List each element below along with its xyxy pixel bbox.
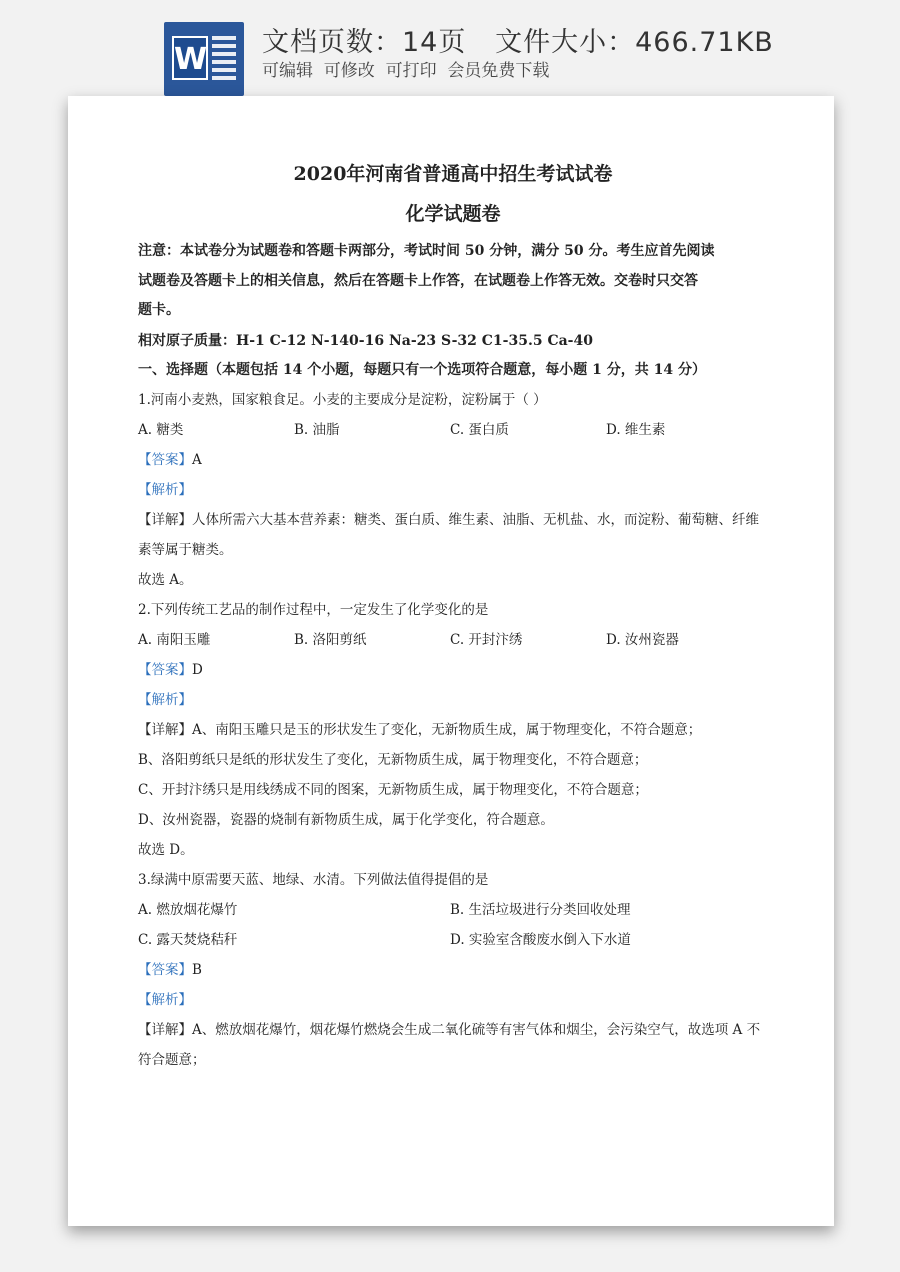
q1-detail-line: 【详解】人体所需六大基本营养素：糖类、蛋白质、维生素、油脂、无机盐、水，而淀粉、葡萄糖、纤维: [138, 512, 759, 528]
q2-option-c: C. 开封汴绣: [450, 632, 523, 648]
q3-option-d: D. 实验室含酸废水倒入下水道: [450, 932, 631, 948]
exam-title: 2020年河南省普通高中招生考试试卷: [293, 163, 613, 185]
q2-option-b: B. 洛阳剪纸: [294, 632, 367, 648]
question-1-stem: 1.河南小麦熟，国家粮食足。小麦的主要成分是淀粉，淀粉属于（ ）: [138, 392, 547, 408]
answer-tag: 【答案】: [138, 662, 192, 678]
notice-line: 试题卷及答题卡上的相关信息，然后在答题卡上作答，在试题卷上作答无效。交卷时只交答: [138, 273, 698, 289]
question-3-stem: 3.绿满中原需要天蓝、地绿、水清。下列做法值得提倡的是: [138, 872, 489, 888]
q1-option-a: A. 糖类: [138, 422, 184, 438]
section-heading: 一、选择题（本题包括 14 个小题，每题只有一个选项符合题意，每小题 1 分，共 14 分）: [138, 362, 706, 378]
atomic-mass-line: 相对原子质量：H-1 C-12 N-140-16 Na-23 S-32 C1-35.5 Ca-40: [138, 333, 593, 349]
download-banner: [0, 0, 900, 96]
q2-detail-line: 故选 D。: [138, 842, 194, 858]
q2-detail-line: 【详解】A、南阳玉雕只是玉的形状发生了变化，无新物质生成，属于物理变化，不符合题意；: [138, 722, 702, 738]
q3-option-c: C. 露天焚烧秸秆: [138, 932, 238, 948]
q3-detail-line: 符合题意；: [138, 1052, 206, 1068]
answer-value: D: [192, 662, 203, 678]
q1-answer: [138, 450, 202, 470]
question-2-stem: 2.下列传统工艺品的制作过程中，一定发生了化学变化的是: [138, 602, 489, 618]
answer-value: A: [192, 452, 202, 468]
word-w-letter: W: [172, 36, 208, 80]
q1-option-d: D. 维生素: [606, 422, 666, 438]
q2-analysis-tag: 【解析】: [138, 692, 192, 708]
q3-option-b: B. 生活垃圾进行分类回收处理: [450, 902, 631, 918]
q3-analysis-tag: 【解析】: [138, 992, 192, 1008]
q2-option-a: A. 南阳玉雕: [138, 632, 211, 648]
q1-option-c: C. 蛋白质: [450, 422, 509, 438]
q2-detail-line: D、汝州瓷器，瓷器的烧制有新物质生成，属于化学变化，符合题意。: [138, 812, 554, 828]
q2-detail-line: B、洛阳剪纸只是纸的形状发生了变化，无新物质生成，属于物理变化，不符合题意；: [138, 752, 648, 768]
answer-tag: 【答案】: [138, 962, 192, 978]
exam-subtitle: 化学试题卷: [405, 203, 501, 225]
word-icon-lines: [212, 36, 236, 84]
file-info-title: 文档页数：14页 文件大小：466.71KB: [262, 27, 774, 58]
q1-analysis-tag: 【解析】: [138, 482, 192, 498]
notice-line: 注意：本试卷分为试题卷和答题卡两部分，考试时间 50 分钟，满分 50 分。考生应首先阅读: [138, 243, 715, 259]
document-page: [68, 96, 834, 1226]
file-info-subtitle: 可编辑 可修改 可打印 会员免费下载: [262, 61, 550, 81]
q1-detail-line: 故选 A。: [138, 572, 193, 588]
q1-detail-line: 素等属于糖类。: [138, 542, 233, 558]
q3-answer: [138, 960, 202, 980]
word-document-icon: [164, 22, 244, 96]
notice-line: 题卡。: [138, 302, 180, 318]
q3-option-a: A. 燃放烟花爆竹: [138, 902, 238, 918]
answer-value: B: [192, 962, 202, 978]
q1-option-b: B. 油脂: [294, 422, 340, 438]
q2-detail-line: C、开封汴绣只是用线绣成不同的图案，无新物质生成，属于物理变化，不符合题意；: [138, 782, 648, 798]
answer-tag: 【答案】: [138, 452, 192, 468]
q2-answer: [138, 660, 203, 680]
q2-option-d: D. 汝州瓷器: [606, 632, 679, 648]
q3-detail-line: 【详解】A、燃放烟花爆竹，烟花爆竹燃烧会生成二氧化硫等有害气体和烟尘，会污染空气，故选项 A 不: [138, 1022, 761, 1038]
